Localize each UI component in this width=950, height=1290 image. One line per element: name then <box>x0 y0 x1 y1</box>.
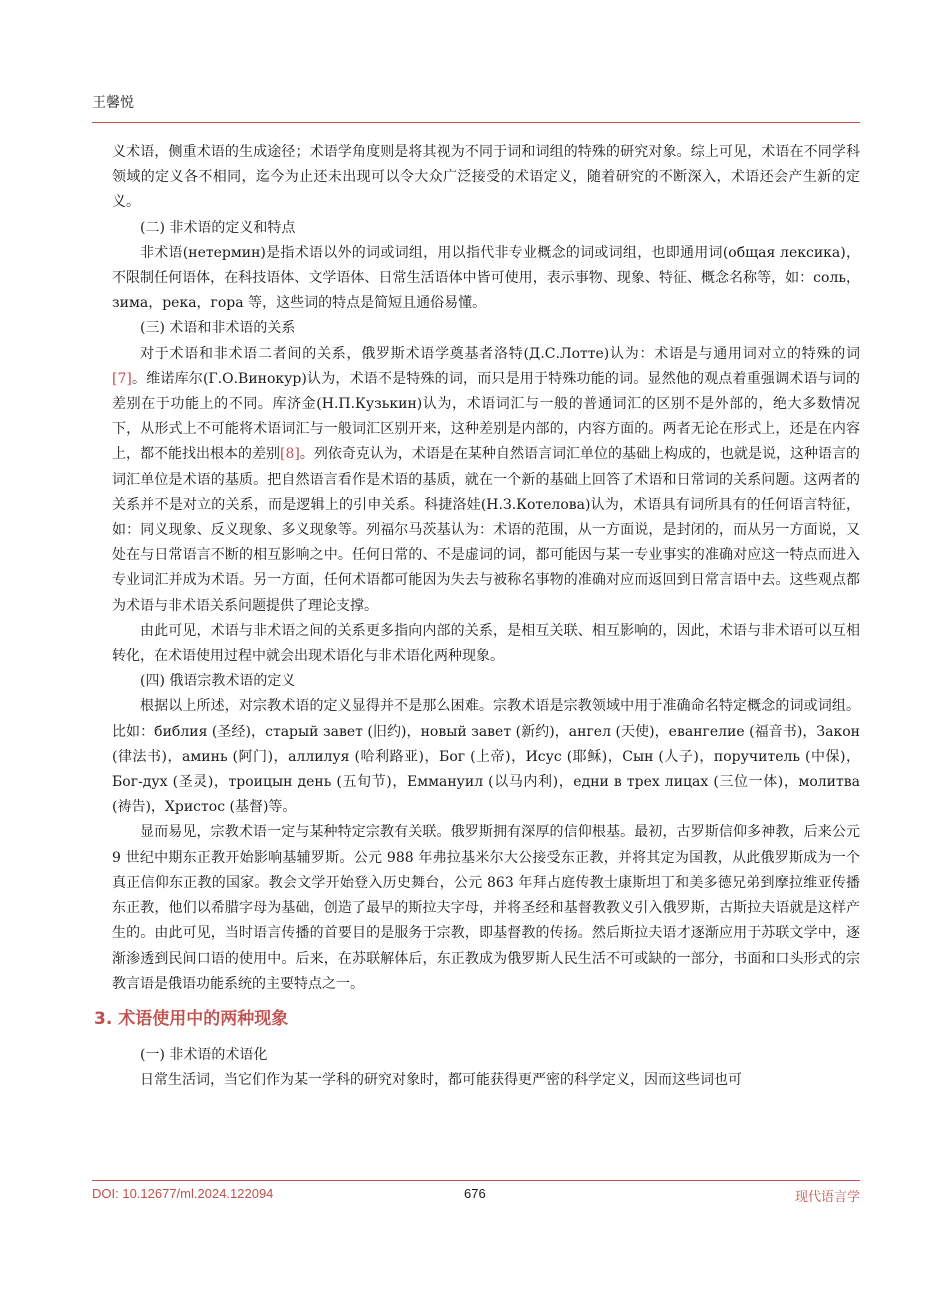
paragraph: 非术语(нетермин)是指术语以外的词或词组，用以指代非专业概念的词或词组，也即通用词(общая лексика)，不限制任何语体，在科技语体、文学语体、日常生活语体中皆可使用，表示事物、现象、特征、概念名称等，如：соль，зима，река，гора 等，这些词的特点是简短且通俗易懂。 <box>112 244 860 312</box>
paragraph: 由此可见，术语与非术语之间的关系更多指向内部的关系，是相互关联、相互影响的，因此，术语与非术语可以互相转化，在术语使用过程中就会出现术语化与非术语化两种现象。 <box>112 622 860 665</box>
text: 对于术语和非术语二者间的关系，俄罗斯术语学奠基者洛特(Д.С.Лотте)认为：术语是与通用词对立的特殊的词 <box>140 345 860 362</box>
doi-link[interactable]: DOI: 10.12677/ml.2024.122094 <box>92 1186 274 1201</box>
running-header-author: 王馨悦 <box>92 95 134 111</box>
subheading-2: (二) 非术语的定义和特点 <box>140 219 296 236</box>
subheading-4: (四) 俄语宗教术语的定义 <box>140 673 296 690</box>
paragraph: 显而易见，宗教术语一定与某种特定宗教有关联。俄罗斯拥有深厚的信仰根基。最初，古罗斯信仰多神教，后来公元 9 世纪中期东正教开始影响基辅罗斯。公元 988 年弗拉基米尔大公接受东正教，并将其定为国教，从此俄罗斯成为一个真正信仰东正教的国家。教会文学开始登入历史舞台，公元 863 年拜占庭传教士康斯坦丁和美多德兄弟到摩拉维亚传播东正教，他们以希腊字母为基础，创造了最早的斯拉夫字母，并将圣经和基督教教义引入俄罗斯，古斯拉夫语就是这样产生的。由此可见，当时语言传播的首要目的是服务于宗教，即基督教的传扬。然后斯拉夫语才逐渐应用于苏联文学中，逐渐渗透到民间口语的使用中。后来，在苏联解体后，东正教成为俄罗斯人民生活不可或缺的一部分，书面和口头形式的宗教言语是俄语功能系统的主要特点之一。 <box>112 824 860 992</box>
footer-rule <box>92 1180 860 1181</box>
text: 。维诺库尔(Г.О.Винокур)认为，术语不是特殊的词，而只是用于特殊功能的词。显然他的观点着重强调术语与词的差别在于功能上的不同。库济金(Н.П.Кузькин)认为，术语词汇与一般的普通词汇的区别不是外部的，绝大多数情况下，从形式上不可能将术语词汇与一般词汇区别开来，这种差别是内部的，内容方面的。两者无论在形式上，还是在内容上，都不能找出根本的差别 <box>112 370 860 463</box>
section-heading: 3. 术语使用中的两种现象 <box>94 1008 289 1029</box>
paragraph <box>112 342 860 619</box>
subheading-3-1: (一) 非术语的术语化 <box>140 1046 268 1063</box>
subheading-3: (三) 术语和非术语的关系 <box>140 320 296 337</box>
text: 。列依奇克认为，术语是在某种自然语言词汇单位的基础上构成的，也就是说，这种语言的词汇单位是术语的基质。把自然语言看作是术语的基质，就在一个新的基础上回答了术语和日常词的关系问题。这两者的关系并不是对立的关系，而是逻辑上的引申关系。科捷洛娃(Н.З.Котелова)认为，术语具有词所具有的任何语言特征，如：同义现象、反义现象、多义现象等。列福尔马茨基认为：术语的范围，从一方面说，是封闭的，而从另一方面说，又处在与日常语言不断的相互影响之中。任何日常的、不是虚词的词，都可能因与某一专业事实的准确对应这一特点而进入专业词汇并成为术语。另一方面，任何术语都可能因为失去与被称名事物的准确对应而返回到日常言语中去。这些观点都为术语与非术语关系问题提供了理论支撑。 <box>112 446 861 614</box>
page-number: 676 <box>464 1186 486 1201</box>
journal-name: 现代语言学 <box>794 1190 860 1205</box>
paragraph: 日常生活词，当它们作为某一学科的研究对象时，都可能获得更严密的科学定义，因而这些词也可 <box>140 1072 742 1089</box>
header-rule <box>92 122 860 123</box>
article-body <box>94 140 861 1093</box>
reference-link-7[interactable]: [7] <box>112 370 132 387</box>
paragraph: 义术语，侧重术语的生成途径；术语学角度则是将其视为不同于词和词组的特殊的研究对象。综上可见，术语在不同学科领域的定义各不相同，迄今为止还未出现可以令大众广泛接受的术语定义，随着研究的不断深入，术语还会产生新的定义。 <box>112 144 860 211</box>
reference-link-8[interactable]: [8] <box>280 446 300 463</box>
paragraph: 根据以上所述，对宗教术语的定义显得并不是那么困难。宗教术语是宗教领域中用于准确命名特定概念的词或词组。比如：библия (圣经)，старый завет (旧约)，новый завет (新约)，ангел (天使)，евангелие (福音书)，Закон (律法书)，аминь (阿门)，аллилуя (哈利路亚)，Бог (上帝)，Исус (耶稣)，Сын (人子)，поручитель (中保)，Бог-дух (圣灵)，троицын день (五旬节)，Еммануил (以马内利)，едни в трех лицах (三位一体)，молитва (祷告)，Христос (基督)等。 <box>112 698 860 816</box>
